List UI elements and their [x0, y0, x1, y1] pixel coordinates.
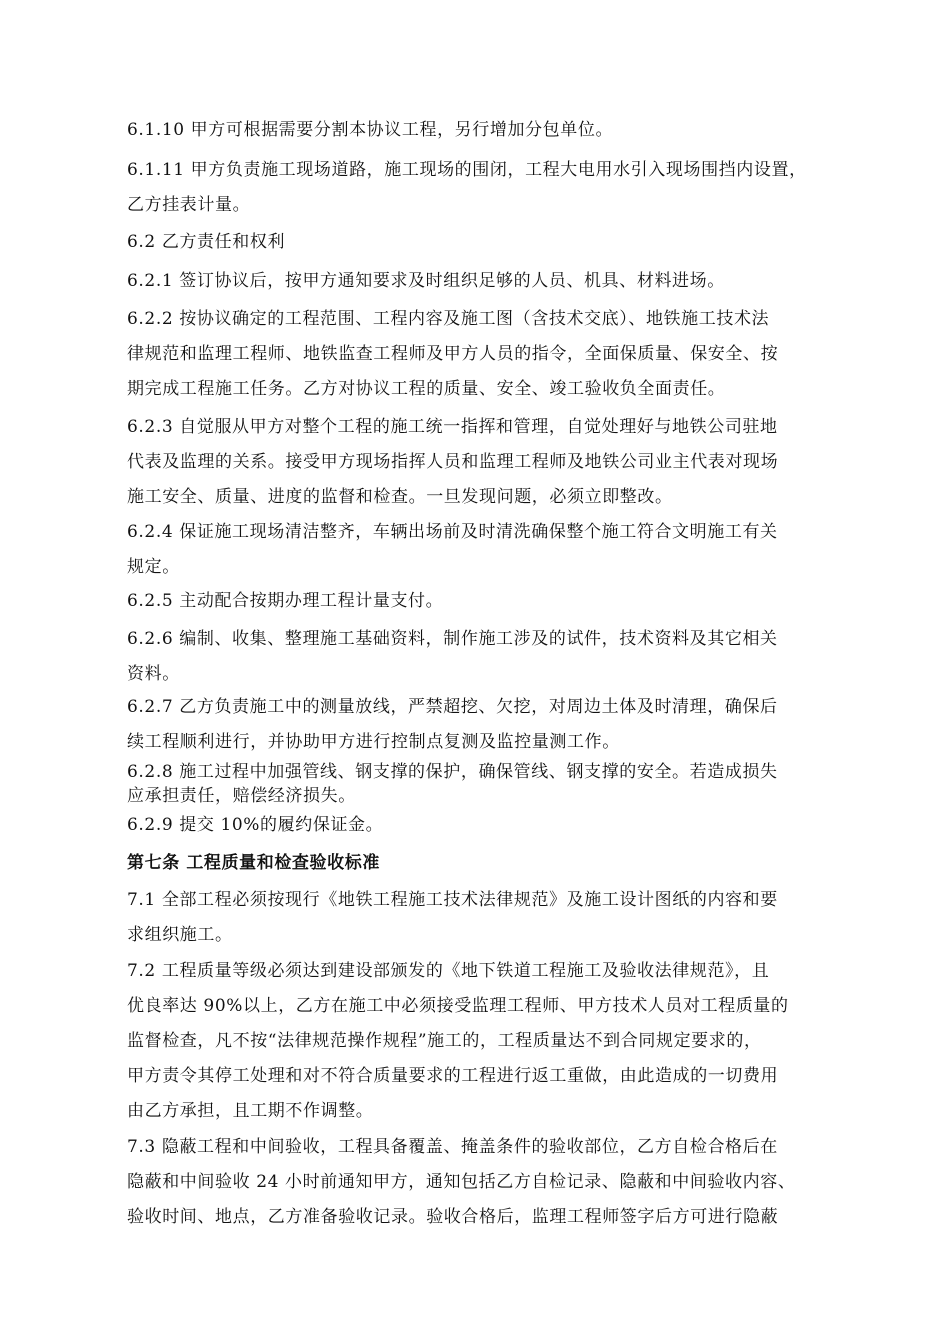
text-line: 优良率达 90%以上，乙方在施工中必须接受监理工程师、甲方技术人员对工程质量的 — [127, 996, 789, 1016]
text-line: 6.2.9 提交 10%的履约保证金。 — [127, 815, 384, 835]
clause-6-2-8 — [127, 760, 837, 808]
text-line: 求组织施工。 — [127, 925, 233, 945]
text-line: 期完成工程施工任务。乙方对协议工程的质量、安全、竣工验收负全面责任。 — [127, 379, 726, 399]
text-line: 由乙方承担，且工期不作调整。 — [127, 1101, 374, 1121]
text-line: 规定。 — [127, 557, 180, 577]
text-line: 代表及监理的关系。接受甲方现场指挥人员和监理工程师及地铁公司业主代表对现场 — [127, 452, 779, 472]
text-line: 应承担责任，赔偿经济损失。 — [127, 786, 356, 806]
clause-6-2-7 — [127, 690, 837, 760]
text-line: 7.3 隐蔽工程和中间验收，工程具备覆盖、掩盖条件的验收部位，乙方自检合格后在 — [127, 1137, 778, 1157]
text-line: 6.2.7 乙方负责施工中的测量放线，严禁超挖、欠挖，对周边土体及时清理，确保后 — [127, 697, 778, 717]
text-line: 7.2 工程质量等级必须达到建设部颁发的《地下铁道工程施工及验收法律规范》，且 — [127, 961, 770, 981]
text-line: 6.2.5 主动配合按期办理工程计量支付。 — [127, 591, 444, 611]
text-line: 6.2.4 保证施工现场清洁整齐，车辆出场前及时清洗确保整个施工符合文明施工有关 — [127, 522, 778, 542]
section-6-2-title — [127, 225, 837, 260]
text-line: 6.2.6 编制、收集、整理施工基础资料，制作施工涉及的试件，技术资料及其它相关 — [127, 629, 778, 649]
text-line: 律规范和监理工程师、地铁监查工程师及甲方人员的指令，全面保质量、保安全、按 — [127, 344, 779, 364]
text-line: 施工安全、质量、进度的监督和检查。一旦发现问题，必须立即整改。 — [127, 487, 673, 507]
clause-7-3 — [127, 1130, 837, 1235]
clause-6-2-6 — [127, 622, 837, 692]
clause-7-1 — [127, 883, 837, 953]
text-line: 续工程顺利进行，并协助甲方进行控制点复测及监控量测工作。 — [127, 732, 620, 752]
clause-6-2-3 — [127, 410, 837, 515]
text-line: 第七条 工程质量和检查验收标准 — [127, 853, 380, 873]
text-line: 7.1 全部工程必须按现行《地铁工程施工技术法律规范》及施工设计图纸的内容和要 — [127, 890, 778, 910]
text-line: 6.2.2 按协议确定的工程范围、工程内容及施工图（含技术交底）、地铁施工技术法 — [127, 309, 770, 329]
text-line: 6.1.11 甲方负责施工现场道路，施工现场的围闭，工程大电用水引入现场围挡内设置， — [127, 160, 807, 180]
text-line: 6.1.10 甲方可根据需要分割本协议工程，另行增加分包单位。 — [127, 120, 614, 140]
text-line: 6.2 乙方责任和权利 — [127, 232, 286, 252]
article-7-heading — [127, 846, 837, 881]
text-line: 乙方挂表计量。 — [127, 195, 251, 215]
text-line: 6.2.1 签订协议后，按甲方通知要求及时组织足够的人员、机具、材料进场。 — [127, 271, 725, 291]
clause-6-1-11 — [127, 153, 837, 223]
text-line: 隐蔽和中间验收 24 小时前通知甲方，通知包括乙方自检记录、隐蔽和中间验收内容、 — [127, 1172, 796, 1192]
text-line: 6.2.3 自觉服从甲方对整个工程的施工统一指挥和管理，自觉处理好与地铁公司驻地 — [127, 417, 778, 437]
clause-6-2-1 — [127, 264, 837, 299]
text-line: 甲方责令其停工处理和对不符合质量要求的工程进行返工重做，由此造成的一切费用 — [127, 1066, 779, 1086]
clause-6-2-9 — [127, 808, 837, 843]
text-line: 监督检查，凡不按“法律规范操作规程”施工的，工程质量达不到合同规定要求的， — [127, 1031, 762, 1051]
clause-6-2-4 — [127, 515, 837, 585]
text-line: 验收时间、地点，乙方准备验收记录。验收合格后，监理工程师签字后方可进行隐蔽 — [127, 1207, 779, 1227]
text-line: 6.2.8 施工过程中加强管线、钢支撑的保护，确保管线、钢支撑的安全。若造成损失 — [127, 762, 778, 782]
clause-6-2-5 — [127, 584, 837, 619]
clause-6-1-10 — [127, 113, 837, 148]
clause-7-2 — [127, 954, 837, 1129]
clause-6-2-2 — [127, 302, 837, 407]
text-line: 资料。 — [127, 664, 180, 684]
